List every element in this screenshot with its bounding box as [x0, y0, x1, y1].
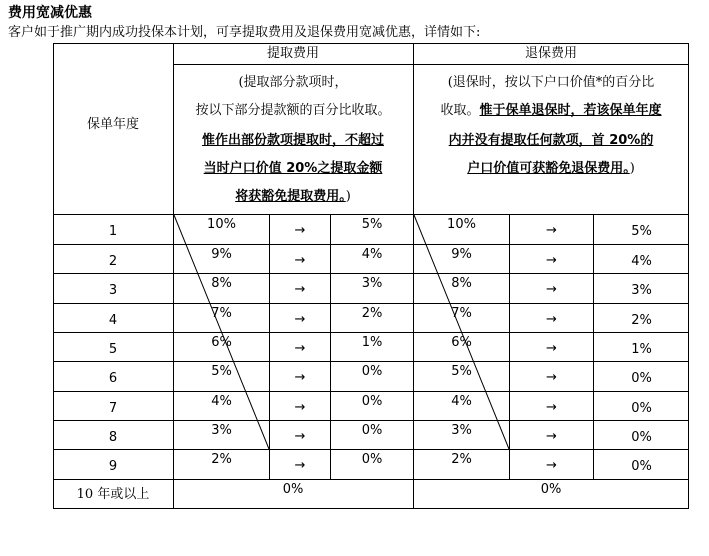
row-year: 1: [108, 224, 118, 239]
withdrawal-close-paren: ): [345, 189, 351, 204]
surrender-from-rate: 8%: [451, 276, 472, 291]
surrender-arrow: →: [546, 458, 557, 473]
surrender-arrow: →: [546, 282, 557, 297]
surrender-arrow: →: [546, 312, 557, 327]
surrender-to-rate: 0%: [631, 401, 652, 416]
row-year: 4: [108, 313, 118, 328]
withdrawal-waiver-bold3: 将获豁免提取费用。: [235, 189, 346, 204]
last-row-surrender: 0%: [540, 482, 562, 497]
withdrawal-from-rate: 6%: [211, 335, 232, 350]
withdrawal-arrow: →: [294, 223, 306, 238]
withdrawal-to-rate: 3%: [361, 276, 383, 291]
withdrawal-waiver-bold1: 惟作出部份款项提取时，不超过: [201, 133, 384, 148]
withdrawal-desc-line2: 按以下部分提款额的百分比收取。: [195, 103, 391, 118]
surrender-from-rate: 7%: [451, 306, 472, 321]
withdrawal-heading: 提取费用: [266, 46, 319, 61]
withdrawal-arrow: →: [294, 400, 306, 415]
last-row-withdrawal: 0%: [282, 482, 304, 497]
withdrawal-from-rate: 2%: [211, 452, 232, 467]
row-year: 5: [108, 342, 118, 357]
surrender-to-rate: 1%: [631, 342, 652, 357]
surrender-waiver-bold1: 惟于保单退保时，若该保单年度: [479, 103, 662, 118]
withdrawal-from-rate: 9%: [211, 247, 232, 262]
withdrawal-from-rate: 5%: [211, 364, 232, 379]
row-year: 2: [108, 254, 118, 269]
surrender-to-rate: 5%: [631, 224, 652, 239]
withdrawal-arrow: →: [294, 312, 306, 327]
surrender-to-rate: 0%: [631, 430, 652, 445]
surrender-heading: 退保费用: [524, 46, 577, 61]
withdrawal-to-rate: 4%: [361, 247, 383, 262]
intro-text: 客户如于推广期内成功投保本计划，可享提取费用及退保费用宽减优惠，详情如下:: [8, 25, 481, 40]
row-year: 7: [108, 401, 118, 416]
page-title: 费用宽减优惠: [8, 5, 92, 21]
surrender-from-rate: 9%: [451, 247, 472, 262]
row-year: 6: [108, 371, 118, 386]
surrender-from-rate: 3%: [451, 423, 472, 438]
withdrawal-waiver-line3: [173, 190, 413, 203]
last-row-year: 10 年或以上: [76, 487, 150, 502]
row-year: 8: [108, 430, 118, 445]
surrender-arrow: →: [546, 370, 557, 385]
withdrawal-to-rate: 0%: [361, 364, 383, 379]
surrender-desc-plain: 收取。: [440, 103, 480, 118]
surrender-waiver-line2: [413, 134, 689, 147]
surrender-waiver-bold3: 户口价值可获豁免退保费用。: [467, 161, 630, 176]
surrender-from-rate: 2%: [451, 452, 472, 467]
withdrawal-to-rate: 0%: [361, 423, 383, 438]
surrender-waiver-line3: [413, 162, 689, 175]
surrender-arrow: →: [546, 429, 557, 444]
withdrawal-desc-line1: (提取部分款项时，: [238, 75, 348, 90]
surrender-to-rate: 2%: [631, 313, 652, 328]
row-year: 3: [108, 283, 118, 298]
surrender-desc-line1: (退保时，按以下户口价值*的百分比: [447, 75, 655, 90]
surrender-from-rate: 10%: [447, 217, 476, 232]
surrender-arrow: →: [546, 223, 557, 238]
withdrawal-arrow: →: [294, 458, 306, 473]
withdrawal-arrow: →: [294, 429, 306, 444]
surrender-waiver-bold2: 内并没有提取任何款项，首 20%的: [448, 133, 654, 148]
withdrawal-to-rate: 0%: [361, 394, 383, 409]
withdrawal-to-rate: 2%: [361, 306, 383, 321]
withdrawal-from-rate: 10%: [207, 217, 236, 232]
surrender-to-rate: 3%: [631, 283, 652, 298]
surrender-arrow: →: [546, 341, 557, 356]
surrender-desc-line2: [413, 104, 689, 117]
withdrawal-arrow: →: [294, 253, 306, 268]
withdrawal-waiver-line2: [173, 162, 413, 175]
policy-year-header: 保单年度: [86, 117, 139, 132]
surrender-to-rate: 4%: [631, 254, 652, 269]
surrender-arrow: →: [546, 400, 557, 415]
surrender-to-rate: 0%: [631, 371, 652, 386]
row-year: 9: [108, 459, 118, 474]
withdrawal-waiver-line1: [173, 134, 413, 147]
surrender-close-paren: ): [629, 161, 635, 176]
surrender-arrow: →: [546, 253, 557, 268]
withdrawal-waiver-bold2: 当时户口价值 20%之提取金额: [203, 161, 383, 176]
surrender-from-rate: 5%: [451, 364, 472, 379]
withdrawal-arrow: →: [294, 370, 306, 385]
withdrawal-from-rate: 3%: [211, 423, 232, 438]
withdrawal-from-rate: 4%: [211, 394, 232, 409]
withdrawal-from-rate: 7%: [211, 306, 232, 321]
withdrawal-to-rate: 0%: [361, 452, 383, 467]
surrender-to-rate: 0%: [631, 459, 652, 474]
surrender-from-rate: 6%: [451, 335, 472, 350]
withdrawal-arrow: →: [294, 341, 306, 356]
withdrawal-to-rate: 5%: [361, 217, 383, 232]
withdrawal-to-rate: 1%: [361, 335, 383, 350]
withdrawal-arrow: →: [294, 282, 306, 297]
withdrawal-from-rate: 8%: [211, 276, 232, 291]
surrender-from-rate: 4%: [451, 394, 472, 409]
